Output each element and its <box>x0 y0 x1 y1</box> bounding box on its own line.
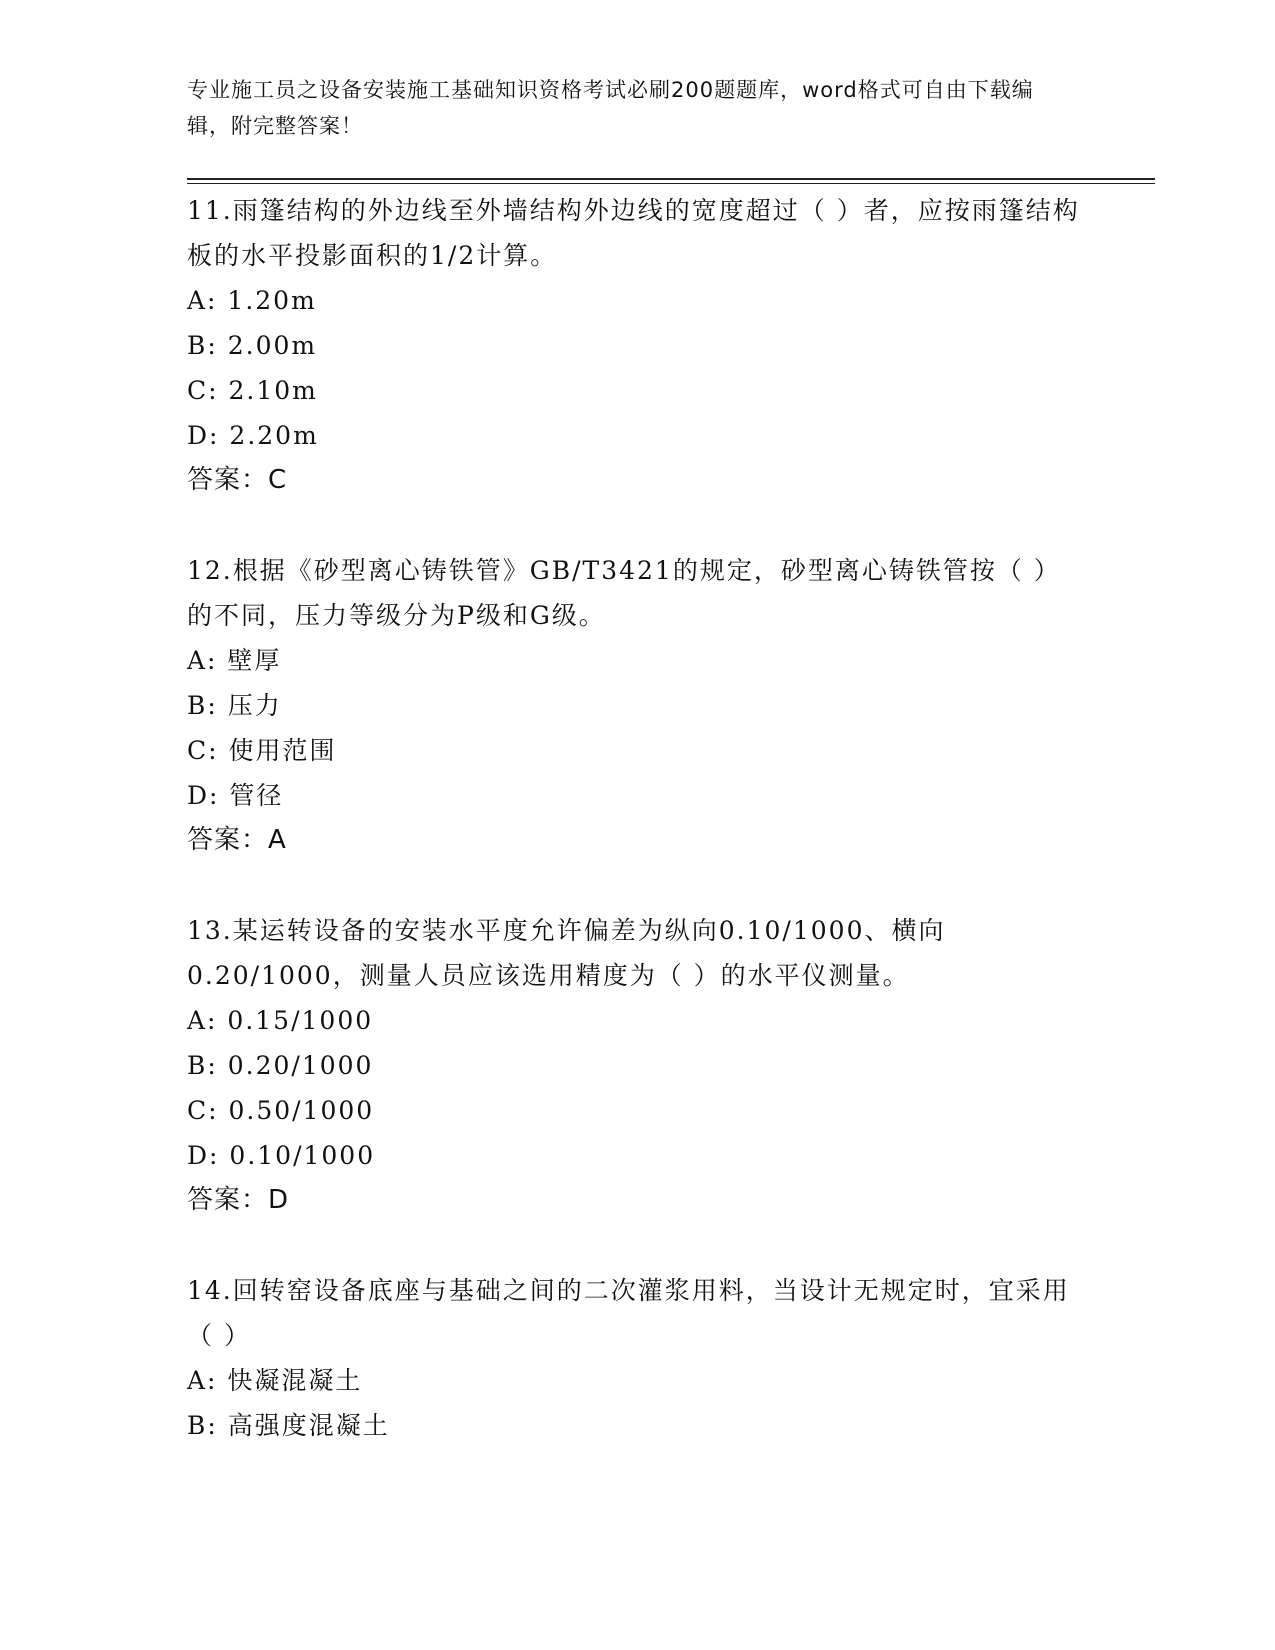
question-list <box>187 188 1087 1448</box>
question-spacer <box>187 503 1087 548</box>
question-14 <box>187 1268 1087 1448</box>
option-c: C: 使用范围 <box>187 736 337 765</box>
question-13 <box>187 908 1087 1223</box>
question-stem: 13.某运转设备的安装水平度允许偏差为纵向0.10/1000、横向0.20/1000，测量人员应该选用精度为（ ）的水平仪测量。 <box>187 916 946 990</box>
option-a: A: 快凝混凝土 <box>187 1366 363 1395</box>
question-stem: 11.雨篷结构的外边线至外墙结构外边线的宽度超过（ ）者，应按雨篷结构板的水平投影面积的1/2计算。 <box>187 196 1080 270</box>
option-c: C: 0.50/1000 <box>187 1096 375 1125</box>
question-11 <box>187 188 1087 503</box>
answer: 答案：A <box>187 825 287 855</box>
question-stem: 12.根据《砂型离心铸铁管》GB/T3421的规定，砂型离心铸铁管按（ ）的不同，压力等级分为P级和G级。 <box>187 556 1061 630</box>
answer: 答案：D <box>187 1185 290 1215</box>
option-d: D: 0.10/1000 <box>187 1141 376 1170</box>
option-b: B: 2.00m <box>187 331 318 360</box>
header-divider-thin <box>187 183 1155 184</box>
option-d: D: 管径 <box>187 781 284 810</box>
answer: 答案：C <box>187 465 288 495</box>
question-spacer <box>187 1223 1087 1268</box>
question-12 <box>187 548 1087 863</box>
option-b: B: 压力 <box>187 691 282 720</box>
option-a: A: 0.15/1000 <box>187 1006 374 1035</box>
option-a: A: 壁厚 <box>187 646 282 675</box>
question-stem: 14.回转窑设备底座与基础之间的二次灌浆用料，当设计无规定时，宜采用（ ） <box>187 1276 1070 1350</box>
option-d: D: 2.20m <box>187 421 319 450</box>
option-c: C: 2.10m <box>187 376 318 405</box>
header-divider-thick <box>187 178 1155 180</box>
option-b: B: 0.20/1000 <box>187 1051 374 1080</box>
option-b: B: 高强度混凝土 <box>187 1411 390 1440</box>
option-a: A: 1.20m <box>187 286 317 315</box>
document-header-title: 专业施工员之设备安装施工基础知识资格考试必刷200题题库，word格式可自由下载编辑，附完整答案！ <box>187 78 1034 138</box>
question-spacer <box>187 863 1087 908</box>
